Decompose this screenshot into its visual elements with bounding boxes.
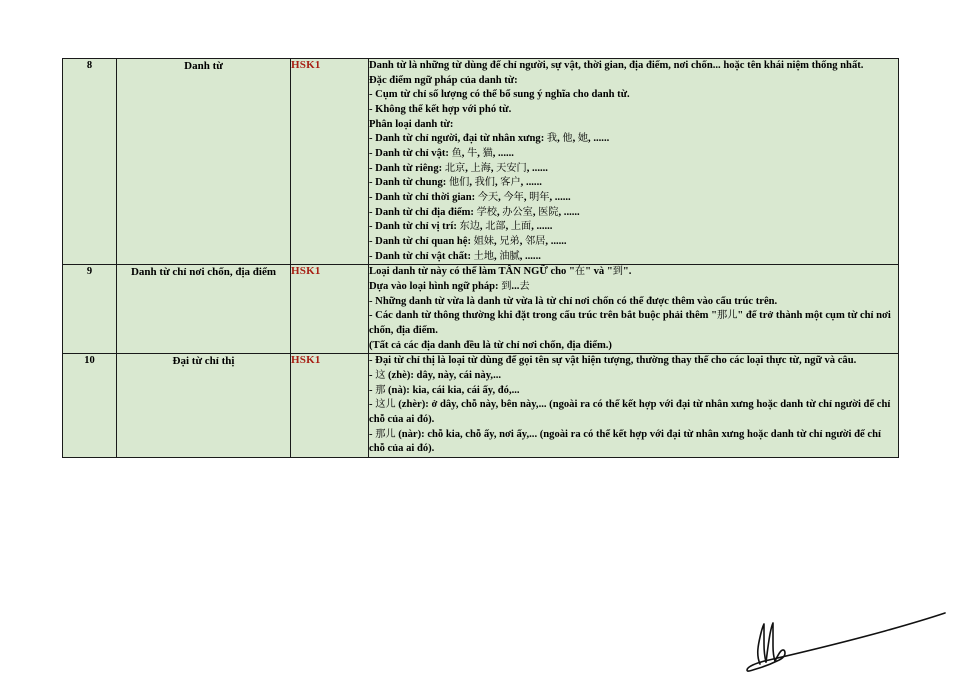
grammar-table [62, 58, 899, 458]
description-line: - Danh từ riêng: 北京, 上海, 天安门, ...... [369, 162, 548, 174]
description-line: - 那儿 (nàr): chỗ kia, chỗ ấy, nơi ấy,... (ngoài ra có thể kết hợp với đại từ nhân xưng hoặc danh từ chỉ người để chỉ chỗ của ai đó). [369, 428, 881, 455]
description-line: - Không thể kết hợp với phó từ. [369, 104, 512, 116]
description-line: (Tất cả các địa danh đều là từ chỉ nơi chốn, địa điểm.) [369, 339, 612, 351]
description-line: - Những danh từ vừa là danh từ vừa là từ chỉ nơi chốn có thể được thêm vào cấu trúc trên. [369, 295, 778, 307]
description-line: - 那 (nà): kia, cái kia, cái ấy, đó,... [369, 384, 520, 396]
row-number: 9 [63, 265, 117, 354]
row-topic: Danh từ chỉ nơi chốn, địa điểm [117, 265, 291, 354]
description-line: - Danh từ chỉ vị trí: 东边, 北部, 上面, ...... [369, 221, 553, 233]
signature-mark [735, 600, 960, 678]
row-number: 8 [63, 59, 117, 265]
description-line: - Cụm từ chỉ số lượng có thể bổ sung ý nghĩa cho danh từ. [369, 89, 630, 101]
row-level-badge: HSK1 [291, 265, 369, 354]
description-line: Đặc điểm ngữ pháp của danh từ: [369, 74, 518, 86]
description-line: - 这儿 (zhèr): ở dây, chỗ này, bên này,... (ngoài ra có thể kết hợp với đại từ nhân xưng hoặc danh từ chỉ người để chỉ chỗ của ai đó). [369, 399, 891, 426]
row-description [369, 265, 899, 354]
description-line: - Danh từ chỉ thời gian: 今天, 今年, 明年, ...... [369, 192, 571, 204]
description-line: - Danh từ chỉ vật: 鱼, 牛, 猫, ...... [369, 148, 514, 160]
row-topic: Danh từ [117, 59, 291, 265]
row-level-badge: HSK1 [291, 354, 369, 458]
table-row [63, 354, 899, 458]
description-line: Dựa vào loại hình ngữ pháp: 到...去 [369, 281, 530, 293]
description-line: - Đại từ chỉ thị là loại từ dùng để gọi tên sự vật hiện tượng, thường thay thế cho các loại thực từ, ngữ và câu. [369, 355, 857, 367]
description-line: - 这 (zhè): dây, này, cái này,... [369, 370, 502, 382]
table-row [63, 59, 899, 265]
row-level-badge: HSK1 [291, 59, 369, 265]
description-line: - Danh từ chỉ người, đại từ nhân xưng: 我, 他, 她, ...... [369, 133, 610, 145]
description-line: - Danh từ chỉ địa điểm: 学校, 办公室, 医院, ...... [369, 206, 580, 218]
description-line: Phân loại danh từ: [369, 118, 454, 130]
description-line: - Danh từ chỉ vật chất: 土地, 油腻, ...... [369, 250, 541, 262]
description-line: - Danh từ chung: 他们, 我们, 客户, ...... [369, 177, 542, 189]
row-description [369, 354, 899, 458]
description-line: - Các danh từ thông thường khi đặt trong cấu trúc trên bắt buộc phải thêm "那儿" để trở thành một cụm từ chỉ nơi chốn, địa điểm. [369, 310, 891, 337]
description-line: Danh từ là những từ dùng để chỉ người, sự vật, thời gian, địa điểm, nơi chốn... hoặc tên khái niệm thống nhất. [369, 60, 864, 71]
description-line: Loại danh từ này có thể làm TÂN NGỮ cho "在" và "到". [369, 266, 632, 278]
table-row [63, 265, 899, 354]
row-topic: Đại từ chỉ thị [117, 354, 291, 458]
row-description [369, 59, 899, 265]
row-number: 10 [63, 354, 117, 458]
description-line: - Danh từ chỉ quan hệ: 姐妹, 兄弟, 邻居, ...... [369, 236, 567, 248]
